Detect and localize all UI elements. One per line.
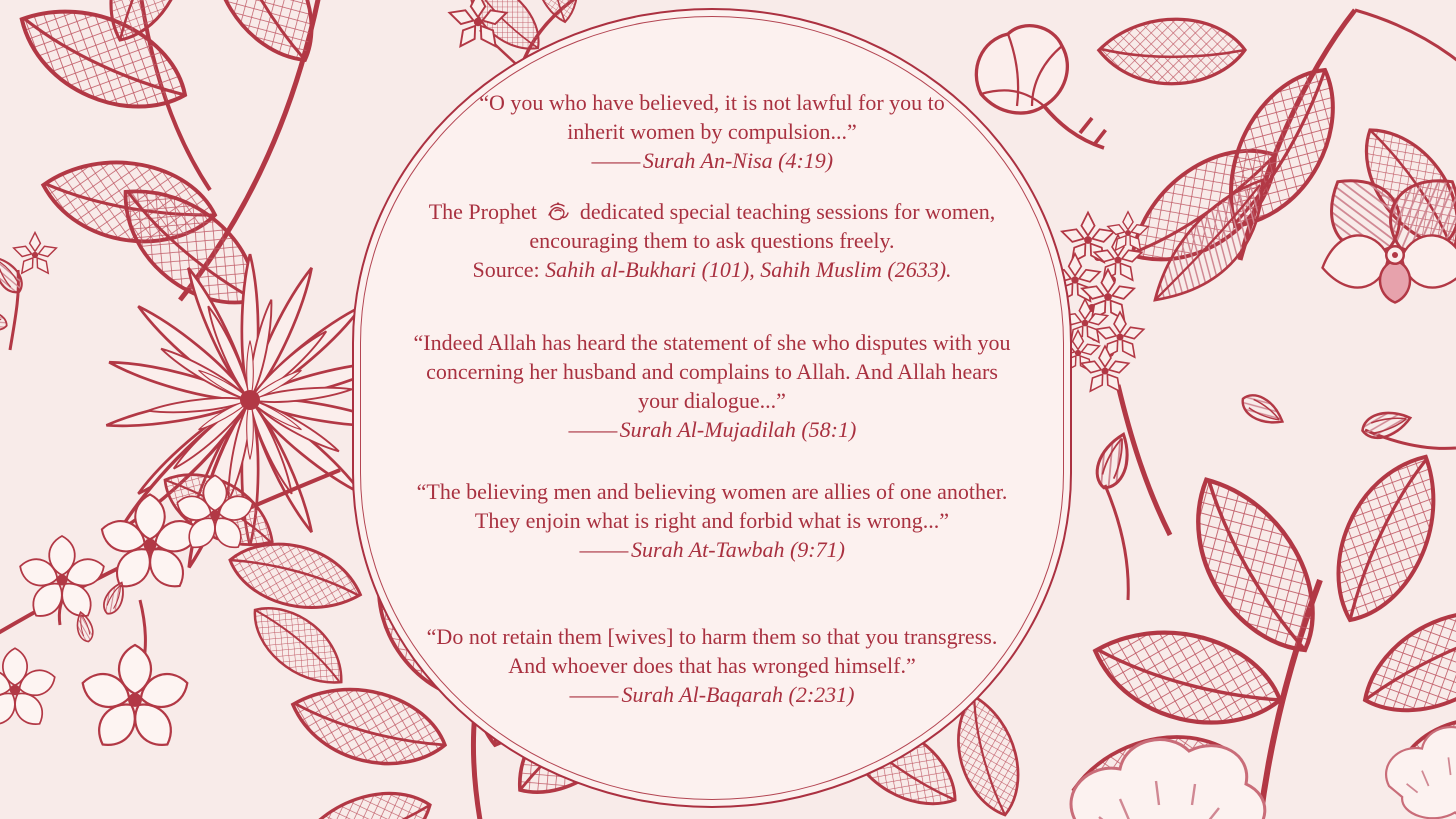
hadith-line: The Prophet dedicated special teaching sessions for women, (428, 199, 996, 224)
source-label: Source: (472, 257, 540, 282)
quote-line: “O you who have believed, it is not lawful for you to (479, 90, 945, 115)
panel-content (354, 10, 1070, 806)
hadith-block (392, 197, 1032, 284)
hadith-source-line (392, 255, 1032, 284)
quote-line: concerning her husband and complains to Allah. And Allah hears (426, 359, 998, 384)
bottom-right-leaf-bush-illustration (1070, 440, 1456, 819)
hadith-line: encouraging them to ask questions freely. (529, 228, 895, 253)
quote-block-an-nisa (392, 88, 1032, 175)
source-works: Sahih al-Bukhari (101), Sahih Muslim (2633). (545, 257, 952, 282)
attribution-dash: — (579, 537, 629, 562)
quote-block-al-baqarah (392, 622, 1032, 709)
quote-panel (352, 8, 1072, 808)
quote-line: “Indeed Allah has heard the statement of she who disputes with you (413, 330, 1011, 355)
quote-attribution: — Surah An-Nisa (4:19) (591, 148, 834, 173)
quote-block-al-mujadilah (392, 328, 1032, 444)
quote-attribution: — Surah At-Tawbah (9:71) (579, 537, 845, 562)
quote-attribution: — Surah Al-Mujadilah (58:1) (568, 417, 857, 442)
left-edge-buds-illustration (0, 233, 58, 351)
quote-line: They enjoin what is right and forbid what is wrong...” (474, 508, 950, 533)
attribution-dash: — (570, 682, 619, 707)
quote-line: And whoever does that has wronged himself.” (508, 653, 916, 678)
bottom-right-peony-illustration (1071, 740, 1265, 819)
quote-attribution: — Surah Al-Baqarah (2:231) (570, 682, 855, 707)
attribution-dash: — (591, 148, 641, 173)
top-left-leaf-branch-illustration (5, 0, 331, 333)
quote-line: your dialogue...” (638, 388, 786, 413)
quote-block-at-tawbah (392, 477, 1032, 564)
attribution-dash: — (568, 417, 617, 442)
quote-line: inherit women by compulsion...” (567, 119, 857, 144)
quote-line: “Do not retain them [wives] to harm them so that you transgress. (426, 624, 998, 649)
prophet-honorific-icon (546, 201, 570, 223)
quote-line: “The believing men and believing women are allies of one another. (416, 479, 1008, 504)
